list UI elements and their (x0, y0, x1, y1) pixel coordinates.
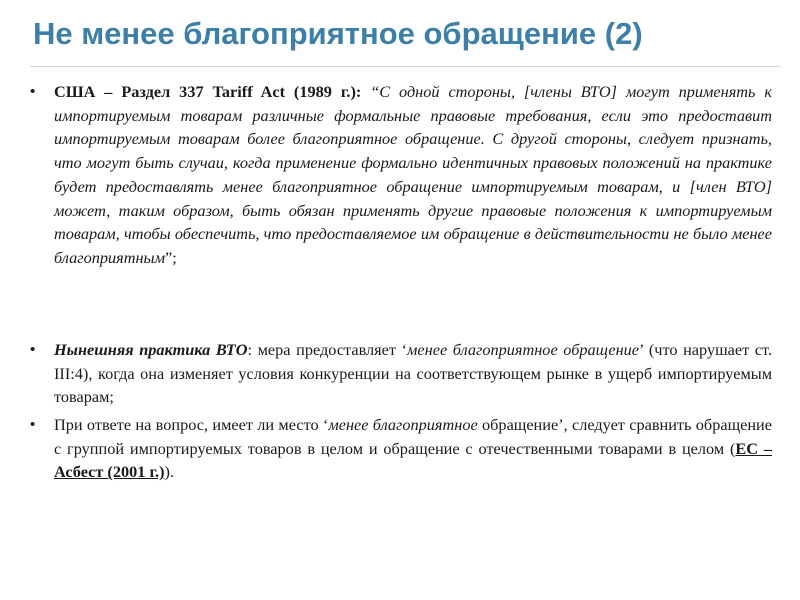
text-segment: ’ (что нарушает ст. III:4), когда она изменяет условия конкуренции на соответствующем рынке в ущерб импортируемым товарам; (54, 340, 772, 407)
emphasis-text: менее благоприятное (328, 415, 478, 434)
bullet-marker: • (30, 83, 36, 100)
case-citation: США – Раздел 337 Tariff Act (1989 г.): (54, 82, 362, 101)
title-divider (30, 66, 780, 67)
bullet-item-current-practice (30, 338, 780, 409)
bullet-text (54, 80, 772, 270)
slide-title: Не менее благоприятное обращение (2) (33, 16, 643, 51)
text-segment: обращение’, следует сравнить обращение с группой импортируемых товаров в целом и обращение с отечественными товарами в целом ( (54, 415, 772, 458)
quote-end: ”; (164, 247, 177, 267)
bullet-marker: • (30, 341, 36, 358)
case-link-ec-asbestos[interactable]: ЕС – Асбест (2001 г.) (54, 438, 772, 482)
bullet-marker: • (30, 416, 36, 433)
text-segment: : мера предоставляет ‘ (247, 340, 408, 359)
bullet-text (54, 338, 772, 409)
bullet-item-us-section-337 (30, 80, 780, 270)
bullet-lead: Нынешняя практика ВТО (54, 340, 248, 359)
quote-text: “С одной стороны, [члены ВТО] могут применять к импортируемым товарам различные формальные правовые требования, если это предоставит импортируемым товарам более благоприятное обращение. С другой стороны, следует признать, что могут быть случаи, когда применение формально идентичных правовых положений на практике будет предоставлять менее благоприятное обращение импортируемым товарам, и [член ВТО] может, таким образом, быть обязан применять другие правовые положения к импортируемым товарам, чтобы обеспечить, что предоставляемое им обращение в действительности не было менее благоприятным (54, 82, 772, 267)
bullet-item-comparison (30, 413, 780, 484)
bullet-text (54, 413, 772, 484)
text-segment: ). (164, 462, 175, 482)
emphasis-text: менее благоприятное обращение (407, 340, 640, 359)
text-segment: При ответе на вопрос, имеет ли место ‘ (54, 415, 329, 434)
